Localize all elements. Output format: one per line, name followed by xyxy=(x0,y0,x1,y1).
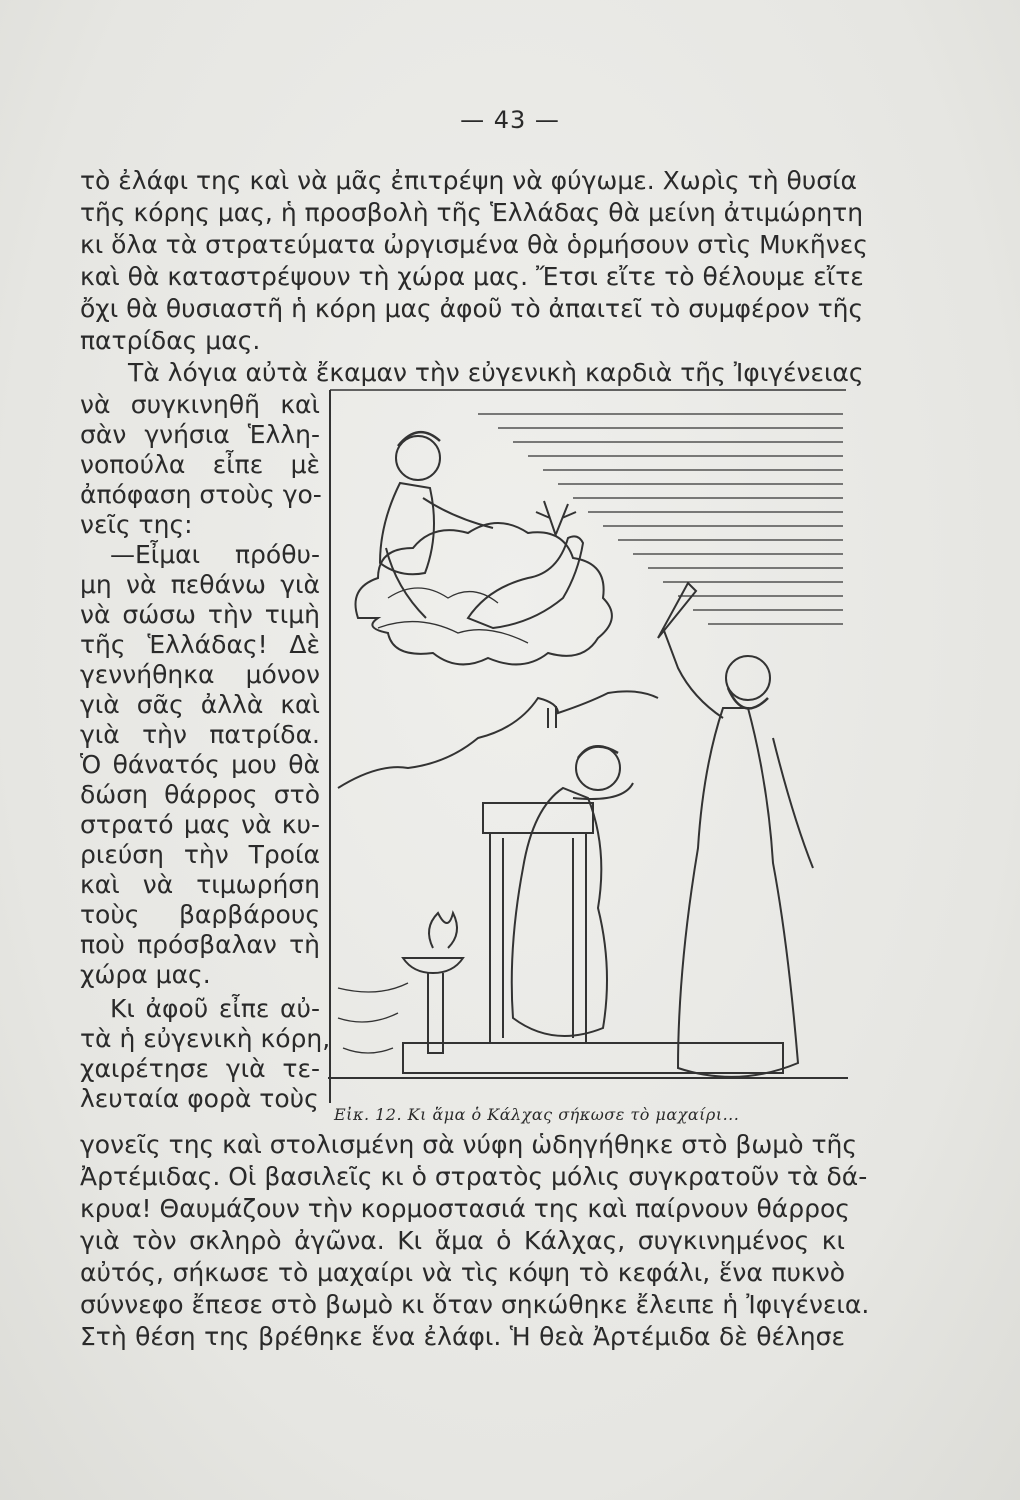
text-line: γονεῖς της καὶ στολισμένη σὰ νύφη ὡδηγήθηκε στὸ βωμὸ τῆς xyxy=(80,1130,858,1159)
text-line: κι ὅλα τὰ στρατεύματα ὠργισμένα θὰ ὁρμήσουν στὶς Μυκῆνες xyxy=(80,230,868,259)
column-line: σὰν γνήσια Ἑλλη- xyxy=(80,420,320,449)
text-line: τῆς κόρης μας, ἡ προσβολὴ τῆς Ἑλλάδας θὰ μείνη ἀτιμώρητη xyxy=(80,198,864,227)
column-line: γεννήθηκα μόνον xyxy=(80,660,320,689)
text-line: Στὴ θέση της βρέθηκε ἕνα ἐλάφι. Ἡ θεὰ Ἀρτέμιδα δὲ θέλησε xyxy=(80,1322,845,1351)
text-line: πατρίδας μας. xyxy=(80,326,261,355)
column-line: ἀπόφαση στοὺς γο- xyxy=(80,480,322,509)
text-line: σύννεφο ἔπεσε στὸ βωμὸ κι ὅταν σηκώθηκε ἔλειπε ἡ Ἰφιγένεια. xyxy=(80,1290,870,1319)
column-line: Ὁ θάνατός μου θὰ xyxy=(80,750,320,779)
column-line: νοπούλα εἶπε μὲ xyxy=(80,450,320,479)
text-line: κρυα! Θαυμάζουν τὴν κορμοστασιά της καὶ παίρνουν θάρρος xyxy=(80,1194,850,1223)
text-line: Τὰ λόγια αὐτὰ ἔκαμαν τὴν εὐγενικὴ καρδιὰ τῆς Ἰφιγένειας xyxy=(128,358,864,387)
text-line: καὶ θὰ καταστρέψουν τὴ χώρα μας. Ἔτσι εἴτε τὸ θέλουμε εἴτε xyxy=(80,262,864,291)
column-line: χώρα μας. xyxy=(80,960,211,989)
column-line: τοὺς βαρβάρους xyxy=(80,900,320,929)
text-line: γιὰ τὸν σκληρὸ ἀγῶνα. Κι ἅμα ὁ Κάλχας, συγκινημένος κι xyxy=(80,1226,845,1255)
text-line: τὸ ἐλάφι της καὶ νὰ μᾶς ἐπιτρέψη νὰ φύγωμε. Χωρὶς τὴ θυσία xyxy=(80,166,858,195)
text-line: ὄχι θὰ θυσιαστῆ ἡ κόρη μας ἀφοῦ τὸ ἀπαιτεῖ τὸ συμφέρον τῆς xyxy=(80,294,864,323)
column-line: καὶ νὰ τιμωρήση xyxy=(80,870,320,899)
text-line: αὐτός, σήκωσε τὸ μαχαίρι νὰ τὶς κόψη τὸ κεφάλι, ἕνα πυκνὸ xyxy=(80,1258,845,1287)
column-line: στρατό μας νὰ κυ- xyxy=(80,810,320,839)
sacrifice-illustration xyxy=(328,388,848,1103)
figure-caption: Εἰκ. 12. Κι ἅμα ὁ Κάλχας σήκωσε τὸ μαχαίρι... xyxy=(334,1105,740,1124)
column-line: νὰ σώσω τὴν τιμὴ xyxy=(80,600,320,629)
column-line: χαιρέτησε γιὰ τε- xyxy=(80,1054,320,1083)
text-line: Ἀρτέμιδας. Οἱ βασιλεῖς κι ὁ στρατὸς μόλις συγκρατοῦν τὰ δά- xyxy=(80,1162,868,1191)
column-line: νὰ συγκινηθῆ καὶ xyxy=(80,390,320,419)
column-line: μη νὰ πεθάνω γιὰ xyxy=(80,570,320,599)
page-number: — 43 — xyxy=(460,106,560,134)
column-line: τῆς Ἑλλάδας! Δὲ xyxy=(80,630,320,659)
column-line: τὰ ἡ εὐγενικὴ κόρη, xyxy=(80,1024,331,1053)
column-line: —Εἶμαι πρόθυ- xyxy=(110,540,320,569)
column-line: δώση θάρρος στὸ xyxy=(80,780,320,809)
column-line: ριεύση τὴν Τροία xyxy=(80,840,320,869)
column-line: λευταία φορὰ τοὺς xyxy=(80,1084,319,1113)
column-line: Κι ἀφοῦ εἶπε αὐ- xyxy=(110,994,320,1023)
column-line: γιὰ τὴν πατρίδα. xyxy=(80,720,320,749)
column-line: γιὰ σᾶς ἀλλὰ καὶ xyxy=(80,690,320,719)
column-line: ποὺ πρόσβαλαν τὴ xyxy=(80,930,320,959)
column-line: νεῖς της: xyxy=(80,510,193,539)
